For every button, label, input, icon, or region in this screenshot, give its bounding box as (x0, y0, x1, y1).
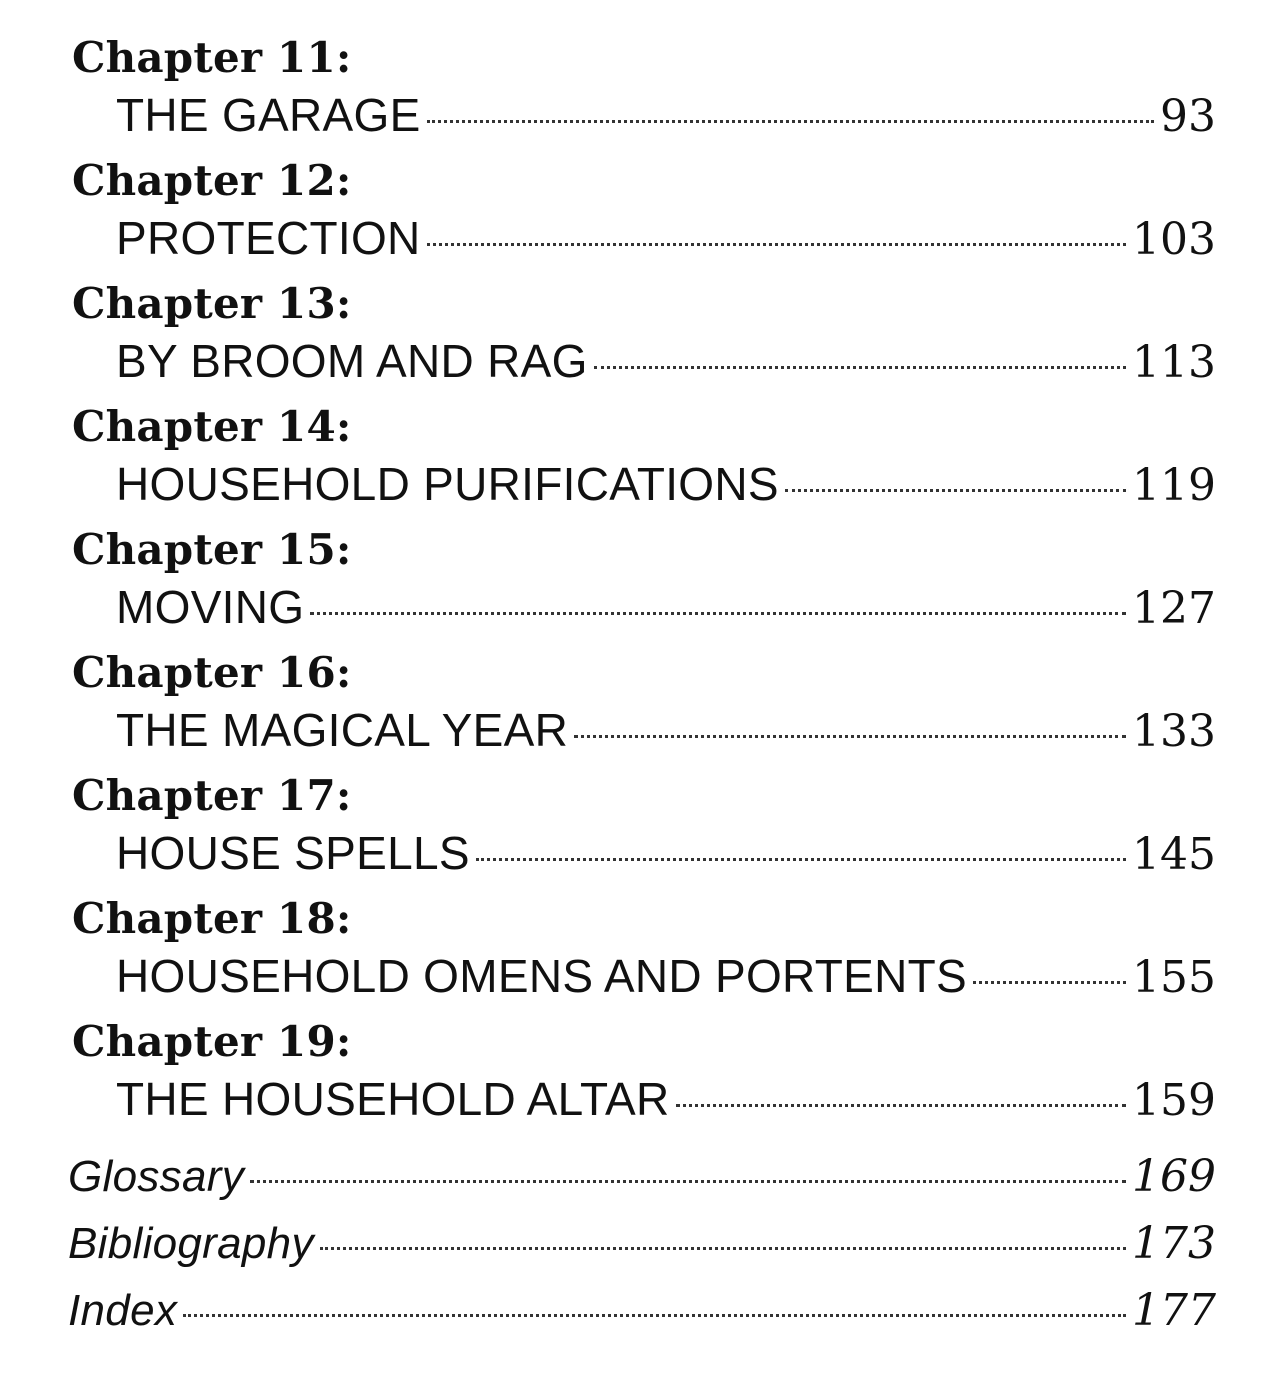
dot-leader (310, 612, 1126, 615)
toc-chapter-16 (68, 645, 1216, 768)
dot-leader (320, 1247, 1126, 1250)
dot-leader (574, 735, 1126, 738)
dot-leader (973, 981, 1126, 984)
chapter-title: BY BROOM AND RAG (116, 335, 588, 387)
chapter-title: THE MAGICAL YEAR (116, 704, 569, 756)
toc-chapter-17 (68, 768, 1216, 891)
toc-glossary (68, 1143, 1216, 1210)
page-number: 155 (1132, 952, 1216, 1003)
toc-entry (116, 1070, 1216, 1128)
toc-entry (116, 578, 1216, 636)
chapter-title: THE GARAGE (116, 89, 421, 141)
page-number: 177 (1132, 1285, 1216, 1336)
page-number: 169 (1132, 1151, 1216, 1202)
chapter-heading: Chapter 19: (72, 1017, 352, 1066)
chapter-title: THE HOUSEHOLD ALTAR (116, 1073, 670, 1125)
page-number: 173 (1132, 1218, 1216, 1269)
toc-index (68, 1277, 1216, 1344)
page-number: 159 (1132, 1075, 1216, 1126)
toc-chapter-12 (68, 153, 1216, 276)
toc-chapter-11 (68, 30, 1216, 153)
dot-leader (250, 1180, 1126, 1183)
page-number: 103 (1132, 214, 1216, 265)
chapter-heading: Chapter 16: (72, 648, 352, 697)
back-matter-title: Index (68, 1286, 178, 1335)
toc-chapter-19 (68, 1014, 1216, 1137)
dot-leader (427, 120, 1154, 123)
page-number: 119 (1132, 460, 1216, 511)
back-matter (68, 1143, 1216, 1344)
chapter-heading: Chapter 12: (72, 156, 352, 205)
dot-leader (427, 243, 1126, 246)
toc-chapter-18 (68, 891, 1216, 1014)
chapter-heading: Chapter 15: (72, 525, 352, 574)
chapter-heading: Chapter 18: (72, 894, 352, 943)
page-number: 145 (1132, 829, 1216, 880)
chapter-title: HOUSEHOLD OMENS AND PORTENTS (116, 950, 968, 1002)
toc-entry (116, 824, 1216, 882)
dot-leader (183, 1314, 1126, 1317)
chapter-heading: Chapter 14: (72, 402, 352, 451)
dot-leader (476, 858, 1126, 861)
toc-chapter-15 (68, 522, 1216, 645)
toc-bibliography (68, 1210, 1216, 1277)
chapter-title: PROTECTION (116, 212, 421, 264)
toc-entry (116, 701, 1216, 759)
toc-chapter-14 (68, 399, 1216, 522)
toc-chapter-13 (68, 276, 1216, 399)
back-matter-title: Glossary (68, 1152, 244, 1201)
toc-entry (116, 947, 1216, 1005)
dot-leader (676, 1104, 1126, 1107)
dot-leader (594, 366, 1126, 369)
page-number: 93 (1160, 91, 1216, 142)
chapter-heading: Chapter 13: (72, 279, 352, 328)
dot-leader (785, 489, 1126, 492)
page-number: 127 (1132, 583, 1216, 634)
chapter-heading: Chapter 17: (72, 771, 352, 820)
chapter-title: MOVING (116, 581, 305, 633)
page-number: 133 (1132, 706, 1216, 757)
toc-entry (116, 86, 1216, 144)
chapter-title: HOUSE SPELLS (116, 827, 470, 879)
chapter-title: HOUSEHOLD PURIFICATIONS (116, 458, 779, 510)
chapter-heading: Chapter 11: (72, 33, 352, 82)
page-number: 113 (1132, 337, 1216, 388)
toc-entry (116, 332, 1216, 390)
toc-entry (116, 209, 1216, 267)
table-of-contents (68, 30, 1216, 1344)
toc-entry (116, 455, 1216, 513)
back-matter-title: Bibliography (68, 1219, 314, 1268)
